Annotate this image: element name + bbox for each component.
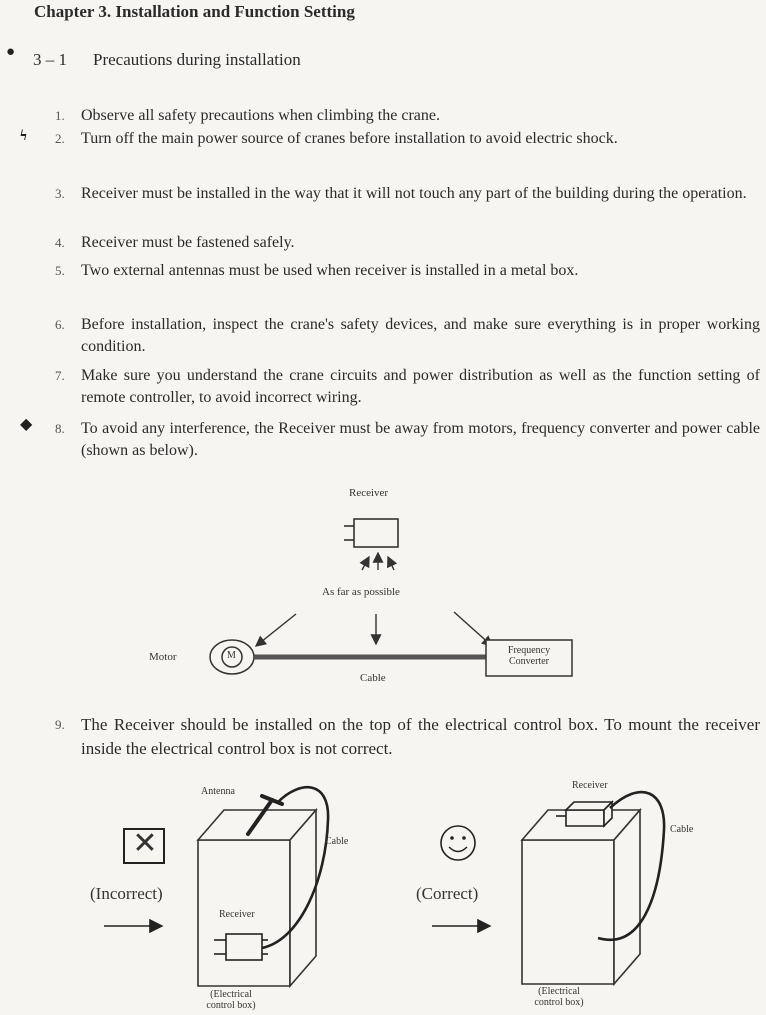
item-text: Make sure you understand the crane circuits and power distribution as well as the function setting of remote controller, to avoid incorrect wiring. [81, 367, 760, 406]
item-text: To avoid any interference, the Receiver must be away from motors, frequency converter and power cable (shown as below). [81, 420, 760, 459]
receiver-label: Receiver [349, 487, 389, 499]
cable-left-label: Cable [325, 836, 349, 847]
incorrect-label: (Incorrect) [90, 884, 163, 903]
section-number: 3 – 1 [33, 50, 67, 69]
margin-mark-lightning: ϟ [20, 128, 27, 144]
margin-mark-pin: ◆ [20, 416, 33, 433]
motor-label: Motor [149, 651, 177, 663]
item-number: 2. [55, 131, 65, 146]
correct-label: (Correct) [416, 884, 479, 903]
cable-label: Cable [360, 672, 386, 684]
incorrect-x-symbol: ✕ [132, 827, 158, 860]
cable-right-label: Cable [670, 824, 694, 835]
control-box-right [522, 810, 640, 984]
item-text: Receiver must be installed in the way that it will not touch any part of the building during the operation. [81, 185, 747, 202]
box-left-line-2: control box) [206, 1000, 256, 1011]
box-right-label [524, 986, 594, 1008]
correct-smiley-symbol [444, 826, 479, 860]
item-text: Observe all safety precautions when climbing the crane. [81, 107, 440, 124]
item-text: The Receiver should be installed on the top of the electrical control box. To mount the receiver inside the electrical control box is not correct. [81, 715, 760, 758]
item-text: Turn off the main power source of cranes before installation to avoid electric shock. [81, 130, 618, 147]
receiver-left-label: Receiver [219, 909, 255, 920]
item-text: Receiver must be fastened safely. [81, 234, 295, 251]
item-number: 9. [55, 717, 65, 732]
item-number: 1. [55, 108, 65, 123]
section-title: Precautions during installation [93, 50, 301, 69]
box-right-line-2: control box) [534, 997, 584, 1008]
item-number: 7. [55, 368, 65, 383]
item-text: Before installation, inspect the crane's safety devices, and make sure everything is in proper working condition. [81, 316, 760, 355]
item-text: Two external antennas must be used when receiver is installed in a metal box. [81, 262, 579, 279]
margin-mark-dot: ● [6, 44, 16, 60]
item-number: 3. [55, 186, 65, 201]
item-number: 6. [55, 317, 65, 332]
antenna-label: Antenna [201, 786, 235, 797]
box-right-line-1: (Electrical [538, 986, 580, 997]
receiver-right-label: Receiver [572, 780, 608, 791]
chapter-title: Chapter 3. Installation and Function Setting [34, 2, 355, 21]
box-left-line-1: (Electrical [210, 989, 252, 1000]
motor-symbol: M [227, 650, 236, 661]
item-number: 5. [55, 263, 65, 278]
item-number: 8. [55, 421, 65, 436]
converter-line-1: Frequency [507, 645, 551, 656]
converter-line-2: Converter [509, 656, 549, 667]
as-far-label: As far as possible [322, 586, 400, 598]
box-left-label [196, 989, 266, 1011]
item-number: 4. [55, 235, 65, 250]
